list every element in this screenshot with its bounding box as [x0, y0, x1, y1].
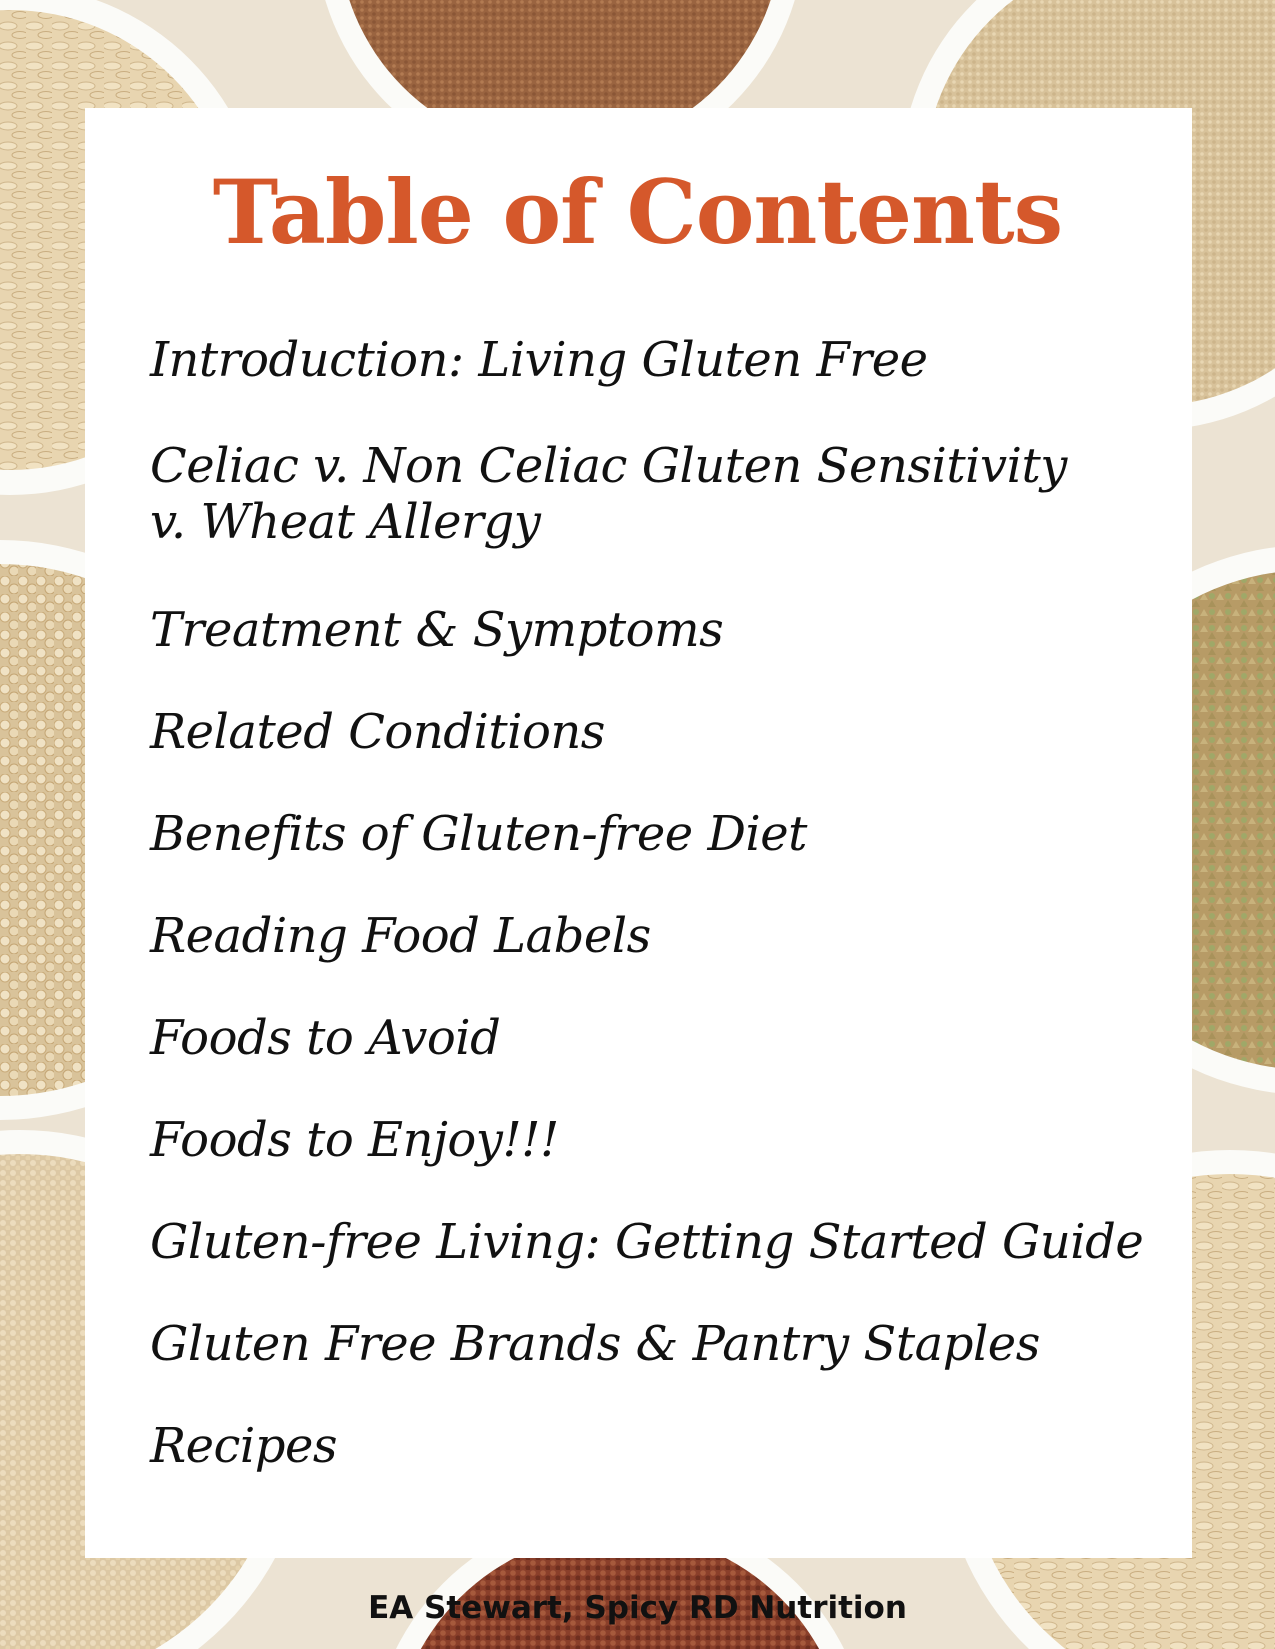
toc-item-getting-started[interactable]: Gluten-free Living: Getting Started Guide — [150, 1214, 1144, 1270]
page-title: Table of Contents — [212, 160, 1063, 264]
toc-item-reading-labels[interactable]: Reading Food Labels — [150, 908, 651, 964]
toc-item-treatment-symptoms[interactable]: Treatment & Symptoms — [150, 602, 724, 658]
toc-item-recipes[interactable]: Recipes — [150, 1418, 338, 1474]
toc-item-related-conditions[interactable]: Related Conditions — [150, 704, 605, 760]
toc-item-foods-to-enjoy[interactable]: Foods to Enjoy!!! — [150, 1112, 559, 1168]
toc-item-introduction[interactable]: Introduction: Living Gluten Free — [150, 332, 928, 388]
footer-credit: EA Stewart, Spicy RD Nutrition — [368, 1590, 907, 1626]
toc-item-benefits[interactable]: Benefits of Gluten-free Diet — [150, 806, 807, 862]
toc-item-brands-pantry[interactable]: Gluten Free Brands & Pantry Staples — [150, 1316, 1040, 1372]
toc-item-foods-to-avoid[interactable]: Foods to Avoid — [150, 1010, 501, 1066]
toc-item-celiac-comparison[interactable]: Celiac v. Non Celiac Gluten Sensitivity v. Wheat Allergy — [150, 438, 1067, 550]
